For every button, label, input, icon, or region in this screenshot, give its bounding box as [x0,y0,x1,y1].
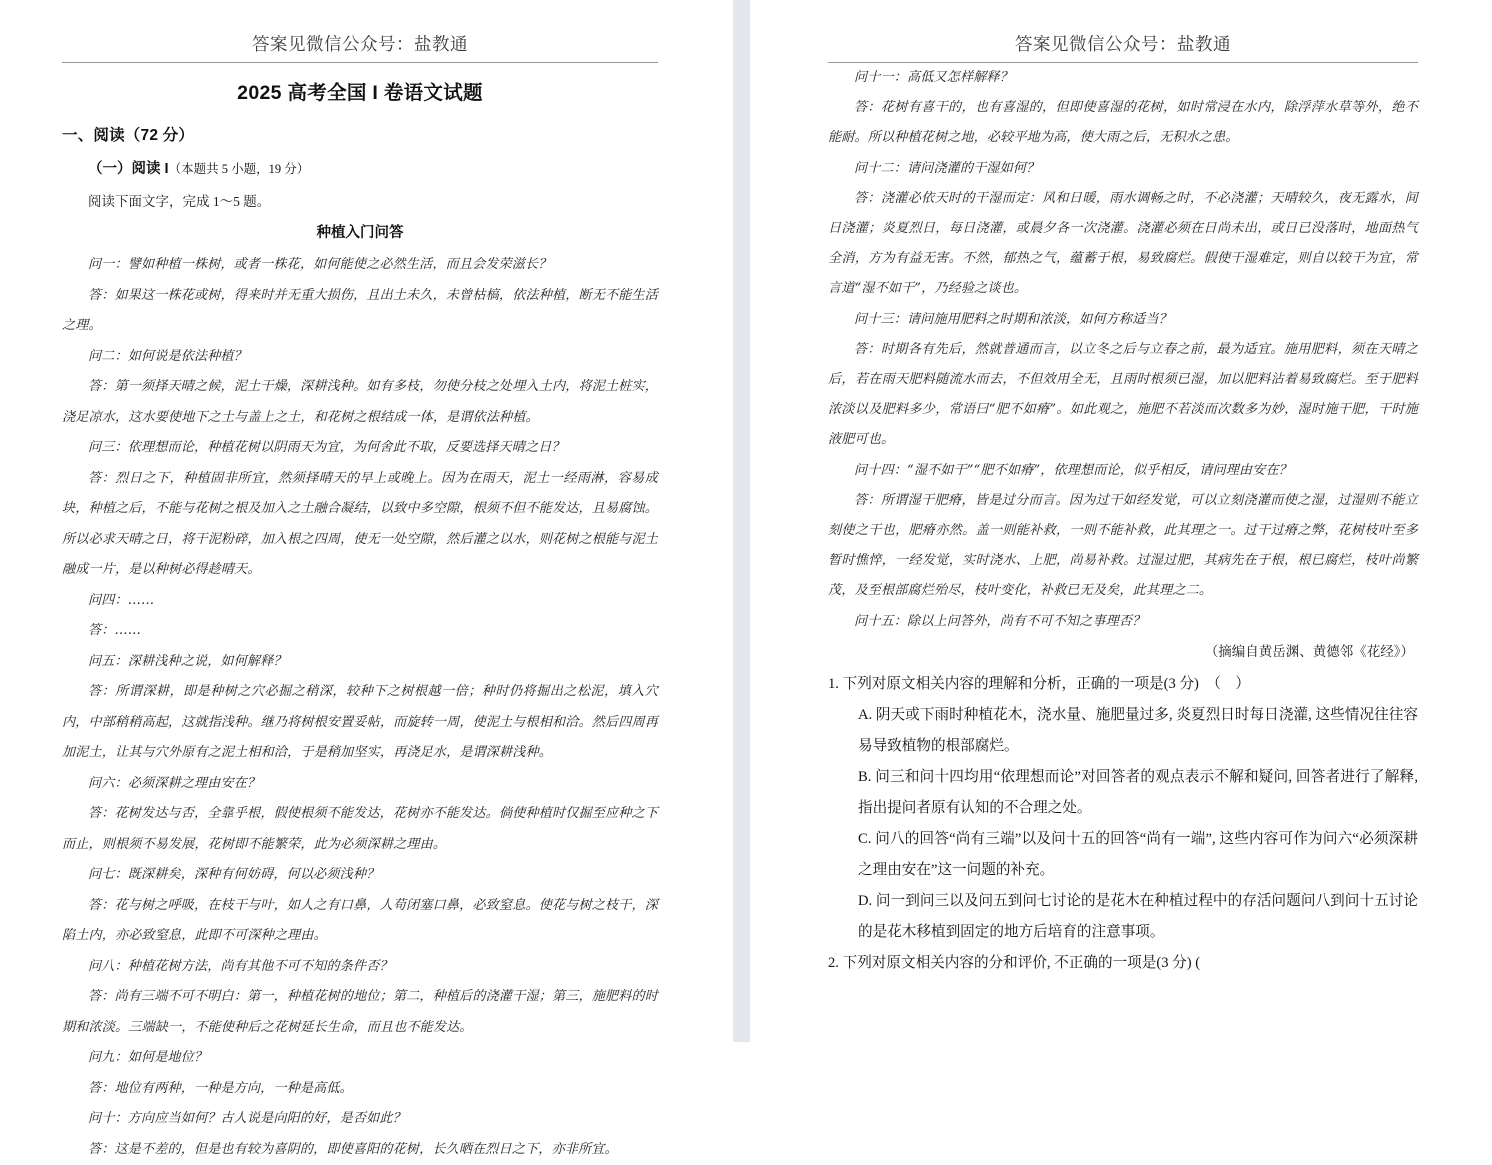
subsection-heading [62,157,658,178]
question-option[interactable]: D. 问一到问三以及问五到问七讨论的是花木在种植过程中的存活问题问八到问十五讨论的是花木移植到固定的地方后培育的注意事项。 [828,886,1418,948]
page-header-right [828,0,1418,55]
question-stem: 1. 下列对原文相关内容的理解和分析，正确的一项是(3 分) （ ） [828,669,1418,700]
body-paragraph: 答：浇灌必依天时的干湿而定：风和日暖，雨水调畅之时，不必浇灌；天晴较久，夜无露水，间日浇灌；炎夏烈日，每日浇灌，或晨夕各一次浇灌。浇灌必须在日尚未出，或日已没落时，地面热气全消，方为有益无害。不然，郁热之气，蕴蓄于根，易致腐烂。假使干湿难定，则自以较干为宜，常言道“湿不如干”，乃经验之谈也。 [828,184,1418,305]
question-option[interactable]: A. 阴天或下雨时种植花木，浇水量、施肥量过多, 炎夏烈日时每日浇灌, 这些情况往往容易导致植物的根部腐烂。 [828,700,1418,762]
body-paragraph: 答：地位有两种，一种是方向，一种是高低。 [62,1074,658,1105]
subsection-note: （本题共 5 小题，19 分） [169,162,310,176]
body-paragraph: 问四：…… [62,586,658,617]
question-option[interactable]: C. 问八的回答“尚有三端”以及问十五的回答“尚有一端”, 这些内容可作为问六“必须深耕之理由安在”这一问题的补充。 [828,824,1418,886]
body-paragraph: 问七：既深耕矣，深种有何妨碍，何以必须浅种？ [62,860,658,891]
body-paragraph: 问九：如何是地位？ [62,1043,658,1074]
body-paragraph: 问八：种植花树方法，尚有其他不可不知的条件否？ [62,952,658,983]
body-paragraph: 问五：深耕浅种之说，如何解释？ [62,647,658,678]
subsection-label: （一）阅读 I [88,161,169,177]
question-stem: 2. 下列对原文相关内容的分和评价, 不正确的一项是(3 分) ( [828,948,1418,979]
header-note-right: 答案见微信公众号：盐教通 [828,34,1418,55]
body-paragraph: 问十一：高低又怎样解释？ [828,63,1418,93]
body-paragraph: 答：烈日之下，种植固非所宜，然须择晴天的早上或晚上。因为在雨天，泥土一经雨淋，容易成块，种植之后，不能与花树之根及加入之土融合凝结，以致中多空隙，根须不但不能发达，且易腐蚀。所以必求天晴之日，将干泥粉碎，加入根之四周，使无一处空隙，然后灌之以水，则花树之根能与泥土融成一片，是以种树必得趁晴天。 [62,464,658,586]
source-attribution: （摘编自黄岳渊、黄德邻《花经》） [828,637,1418,667]
header-rule-left [62,62,658,63]
page-header-left [62,0,658,55]
body-paragraph: 问一：譬如种植一株树，或者一株花，如何能使之必然生活，而且会发荣滋长？ [62,250,658,281]
body-paragraph: 答：这是不差的，但是也有较为喜阴的，即使喜阳的花树，长久晒在烈日之下，亦非所宜。 [62,1135,658,1165]
body-paragraph: 答：花树发达与否，全靠乎根，假使根须不能发达，花树亦不能发达。倘使种植时仅掘至应种之下而止，则根须不易发展，花树即不能繁荣，此为必须深耕之理由。 [62,799,658,860]
body-paragraph: 答：所谓深耕，即是种树之穴必掘之稍深，较种下之树根越一倍；种时仍将掘出之松泥，填入穴内，中部稍稍高起，这就指浅种。继乃将树根安置妥帖，而旋转一周，使泥土与根相和洽。然后四周再加泥土，让其与穴外原有之泥土相和洽，于是稍加坚实，再浇足水，是谓深耕浅种。 [62,677,658,769]
page-gutter-divider [733,0,750,1042]
body-paragraph: 问十四：“湿不如干”“肥不如瘠”，依理想而论，似乎相反，请问理由安在？ [828,456,1418,486]
body-paragraph: 答：花与树之呼吸，在枝干与叶，如人之有口鼻，人苟闭塞口鼻，必致窒息。使花与树之枝干，深陷土内，亦必致窒息，此即不可深种之理由。 [62,891,658,952]
page-right [750,0,1492,1042]
page-title: 2025 高考全国 I 卷语文试题 [62,77,658,105]
body-paragraph: 问二：如何说是依法种植？ [62,342,658,373]
body-paragraph: 答：尚有三端不可不明白：第一，种植花树的地位；第二，种植后的浇灌干湿；第三，施肥料的时期和浓淡。三端缺一，不能使种后之花树延长生命，而且也不能发达。 [62,982,658,1043]
body-paragraph: 答：如果这一株花或树，得来时并无重大损伤，且出土未久，未曾枯槁，依法种植，断无不能生活之理。 [62,281,658,342]
left-body-column [62,250,658,1165]
section-heading: 一、阅读（72 分） [62,123,658,145]
right-body-column [828,63,1418,667]
reading-instruction: 阅读下面文字，完成 1～5 题。 [62,190,658,210]
body-paragraph: 答：花树有喜干的，也有喜湿的，但即使喜湿的花树，如时常浸在水内，除浮萍水草等外，绝不能耐。所以种植花树之地，必较平地为高，使大雨之后，无积水之患。 [828,93,1418,153]
body-paragraph: 答：第一须择天晴之候，泥土干燥，深耕浅种。如有多枝，勿使分枝之处埋入土内，将泥土桩实，浇足凉水，这水要使地下之土与盖上之土，和花树之根结成一体，是谓依法种植。 [62,372,658,433]
page-left [0,0,733,1042]
body-paragraph: 答：所谓湿干肥瘠，皆是过分而言。因为过干如经发觉，可以立刻浇灌而使之湿，过湿则不能立刻使之干也，肥瘠亦然。盖一则能补救，一则不能补救，此其理之一。过干过瘠之弊，花树枝叶至多暂时憔悴，一经发觉，实时浇水、上肥，尚易补救。过湿过肥，其病先在于根，根已腐烂，枝叶尚繁茂，及至根部腐烂殆尽，枝叶变化，补救已无及矣，此其理之二。 [828,486,1418,607]
piece-title: 种植入门问答 [62,221,658,242]
body-paragraph: 答：…… [62,616,658,647]
question-option[interactable]: B. 问三和问十四均用“依理想而论”对回答者的观点表示不解和疑问, 回答者进行了解释, 指出提问者原有认知的不合理之处。 [828,762,1418,824]
body-paragraph: 答：时期各有先后，然就普通而言，以立冬之后与立春之前，最为适宜。施用肥料，须在天晴之后，若在雨天肥料随流水而去，不但效用全无，且雨时根须已湿，加以肥料沾着易致腐烂。至于肥料浓淡以及肥料多少，常语曰“肥不如瘠”。如此观之，施肥不若淡而次数多为妙，湿时施干肥，干时施液肥可也。 [828,335,1418,456]
body-paragraph: 问十三：请问施用肥料之时期和浓淡，如何方称适当？ [828,305,1418,335]
body-paragraph: 问六：必须深耕之理由安在？ [62,769,658,800]
body-paragraph: 问十二：请问浇灌的干湿如何？ [828,154,1418,184]
header-note-left: 答案见微信公众号：盐教通 [62,34,658,55]
questions-block [828,669,1418,979]
body-paragraph: 问三：依理想而论，种植花树以阴雨天为宜，为何舍此不取，反要选择天晴之日？ [62,433,658,464]
body-paragraph: 问十：方向应当如何？古人说是向阳的好，是否如此？ [62,1104,658,1135]
body-paragraph: 问十五：除以上问答外，尚有不可不知之事理否？ [828,607,1418,637]
